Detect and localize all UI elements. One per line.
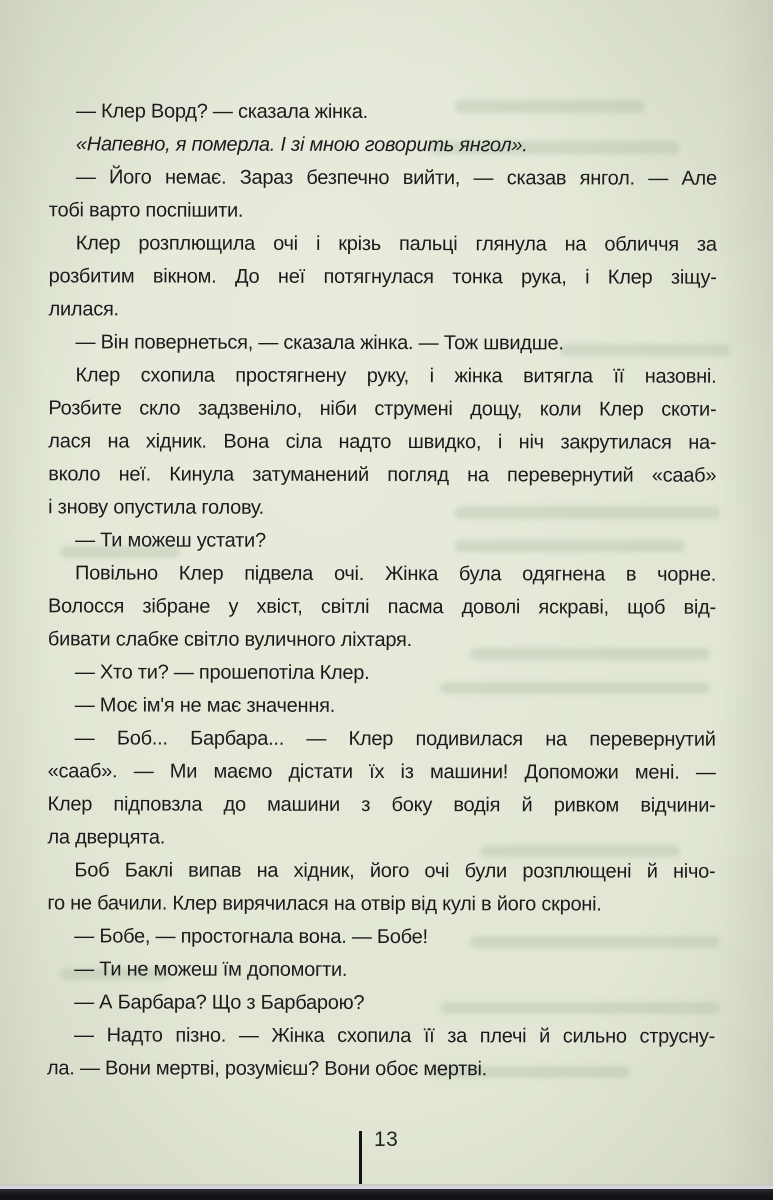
text-line: ла дверцята. xyxy=(47,826,166,849)
text-line: Боб Баклі випав на хідник, його очі були розплющені й нічо- xyxy=(74,859,716,883)
text-line: — Він повернеться, — сказала жінка. — Тож швидше. xyxy=(75,331,564,355)
page-number: 13 xyxy=(374,1128,399,1151)
text-line: Розбите скло задзвеніло, ніби струмені дощу, коли Клер скоти- xyxy=(48,397,717,421)
text-line: — Моє ім'я не має значення. xyxy=(74,694,336,717)
text-line: — Ти не можеш їм допомогти. xyxy=(74,958,348,981)
text-line: — Боб... Барбара... — Клер подивилася на перевернутий xyxy=(74,727,716,751)
page-text xyxy=(47,95,717,1086)
text-line: Клер підповзла до машини з боку водія й ривком відчини- xyxy=(47,793,716,817)
text-line: розбитим вікном. До неї потягнулася тонка рука, і Клер зіщу- xyxy=(48,265,717,289)
text-line: — Надто пізно. — Жінка схопила її за плечі й сильно струсну- xyxy=(74,1024,716,1048)
text-line: ла. — Вони мертві, розумієш? Вони обоє мертві. xyxy=(46,1057,488,1081)
text-line: го не бачили. Клер вирячилася на отвір від кулі в його скроні. xyxy=(47,892,602,916)
text-line: Повільно Клер підвела очі. Жінка була одягнена в чорне. xyxy=(75,562,717,586)
text-line: Волосся зібране у хвіст, світлі пасма доволі яскраві, щоб від- xyxy=(47,595,716,619)
text-line: лася на хідник. Вона сіла надто швидко, і ніч закрутилася на- xyxy=(48,430,717,454)
text-line: Клер схопила простягнену руку, і жінка витягла її назовні. xyxy=(75,364,717,388)
text-line: — Його немає. Зараз безпечно вийти, — сказав янгол. — Але xyxy=(75,166,717,190)
text-line: — А Барбара? Що з Барбарою? xyxy=(74,991,365,1014)
text-line: Клер розплющила очі і крізь пальці глянула на обличчя за xyxy=(75,232,717,256)
text-line: лилася. xyxy=(48,298,119,321)
text-line: і знову опустила голову. xyxy=(48,496,264,519)
scan-bottom-edge xyxy=(0,1189,773,1200)
text-line: «Напевно, я померла. І зі мною говорить янгол». xyxy=(75,133,528,157)
text-line: вколо неї. Кинула затуманений погляд на перевернутий «сааб» xyxy=(48,463,717,487)
text-line: бивати слабке світло вуличного ліхтаря. xyxy=(47,628,412,652)
text-line: — Хто ти? — прошепотіла Клер. xyxy=(74,661,370,684)
text-line: — Ти можеш устати? xyxy=(75,529,266,552)
text-line: «сааб». — Ми маємо дістати їх із машини! Допоможи мені. — xyxy=(47,760,716,784)
text-line: — Бобе, — простогнала вона. — Бобе! xyxy=(74,925,428,949)
text-line: — Клер Ворд? — сказала жінка. xyxy=(75,100,368,123)
text-line: тобі варто поспішити. xyxy=(48,199,244,222)
